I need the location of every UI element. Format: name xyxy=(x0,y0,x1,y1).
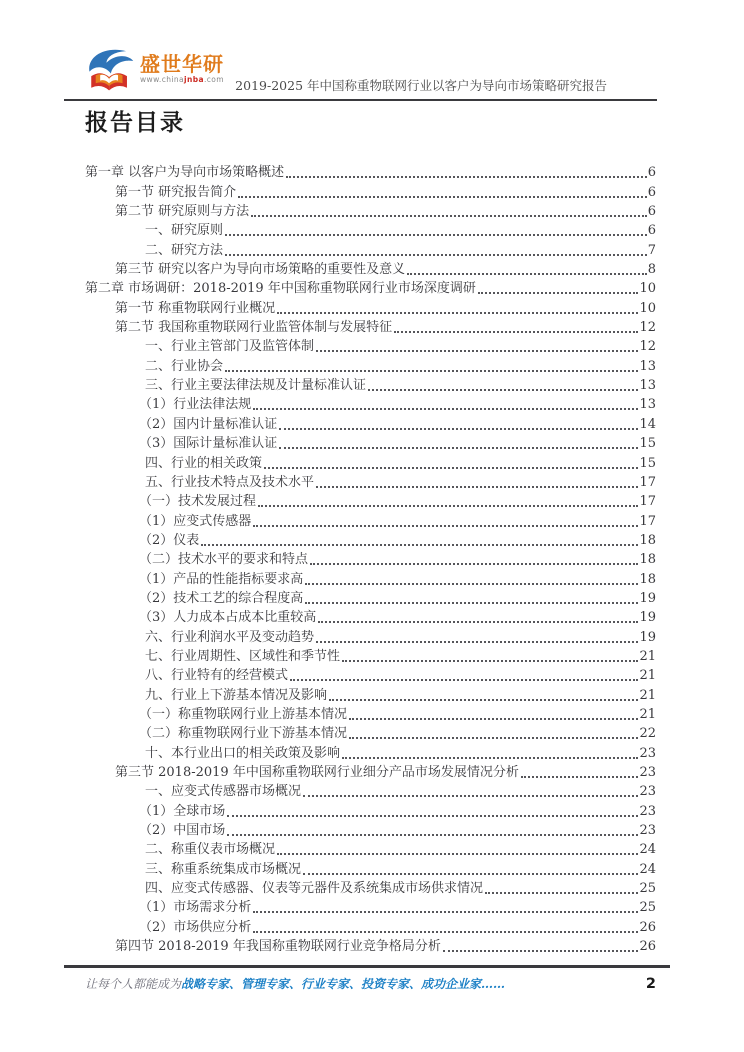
toc-dot-leader xyxy=(225,234,647,236)
toc-entry[interactable] xyxy=(85,530,656,549)
toc-entry[interactable] xyxy=(85,665,656,684)
toc-entry-label: （一）技术发展过程 xyxy=(139,494,257,510)
toc-entry-label: （2）仪表 xyxy=(139,532,200,548)
toc-entry[interactable] xyxy=(85,220,656,239)
toc-dot-leader xyxy=(253,525,638,527)
toc-dot-leader xyxy=(253,408,638,410)
toc-page-number: 21 xyxy=(639,668,656,684)
toc-entry-label: 第一节 研究报告简介 xyxy=(115,184,237,200)
toc-entry-label: （2）中国市场 xyxy=(139,823,226,839)
toc-entry-label: 第四节 2018-2019 年我国称重物联网行业竞争格局分析 xyxy=(115,939,441,955)
toc-entry-label: （2）国内计量标准认证 xyxy=(139,416,278,432)
toc-page-number: 6 xyxy=(647,184,656,200)
toc-entry[interactable] xyxy=(85,472,656,491)
toc-entry[interactable] xyxy=(85,162,656,181)
toc-dot-leader xyxy=(277,853,638,855)
toc-entry-label: 一、应变式传感器市场概况 xyxy=(145,784,302,800)
toc-entry[interactable] xyxy=(85,878,656,897)
footer-divider xyxy=(64,965,670,968)
toc-entry[interactable] xyxy=(85,858,656,877)
toc-entry-label: 八、行业特有的经营模式 xyxy=(145,668,289,684)
toc-entry-label: 三、称重系统集成市场概况 xyxy=(145,861,302,877)
toc-dot-leader xyxy=(485,892,638,894)
brand-text-block xyxy=(140,53,224,84)
toc-entry[interactable] xyxy=(85,394,656,413)
toc-entry-label: （2）市场供应分析 xyxy=(139,919,252,935)
toc-page-number: 23 xyxy=(639,784,656,800)
toc-entry-label: 第三节 2018-2019 年中国称重物联网行业细分产品市场发展情况分析 xyxy=(115,765,519,780)
toc-entry[interactable] xyxy=(85,181,656,200)
toc-page-number: 26 xyxy=(639,919,656,935)
toc-entry[interactable] xyxy=(85,297,656,316)
toc-entry-label: 九、行业上下游基本情况及影响 xyxy=(145,687,328,703)
toc-entry-label: 第三节 研究以客户为导向市场策略的重要性及意义 xyxy=(115,262,406,278)
toc-entry[interactable] xyxy=(85,201,656,220)
page-footer xyxy=(85,976,656,992)
toc-page-number: 23 xyxy=(639,823,656,839)
toc-entry[interactable] xyxy=(85,491,656,510)
toc-entry[interactable] xyxy=(85,433,656,452)
toc-entry[interactable] xyxy=(85,723,656,742)
toc-entry-label: （2）技术工艺的综合程度高 xyxy=(139,590,304,606)
toc-dot-leader xyxy=(394,331,638,333)
toc-entry[interactable] xyxy=(85,626,656,645)
toc-entry[interactable] xyxy=(85,278,656,297)
toc-entry-label: （二）技术水平的要求和特点 xyxy=(139,552,309,568)
toc-entry-label: （3）国际计量标准认证 xyxy=(139,436,278,452)
toc-entry-label: 一、研究原则 xyxy=(145,223,224,239)
toc-entry-label: 五、行业技术特点及技术水平 xyxy=(145,474,315,490)
toc-dot-leader xyxy=(277,312,638,314)
toc-page-number: 10 xyxy=(639,300,656,316)
toc-dot-leader xyxy=(305,583,638,585)
toc-page-number: 24 xyxy=(639,842,656,858)
toc-dot-leader xyxy=(342,660,638,662)
toc-dot-leader xyxy=(443,950,639,952)
page-header xyxy=(64,0,657,101)
footer-slogan-prefix: 让每个人都能成为 xyxy=(85,977,182,991)
toc-page-number: 19 xyxy=(639,610,656,626)
toc-page-number: 21 xyxy=(639,687,656,703)
brand-url-suffix: .com xyxy=(203,75,224,84)
toc-entry-label: 一、行业主管部门及监管体制 xyxy=(145,339,315,355)
report-title: 2019-2025 年中国称重物联网行业以客户为导向市场策略研究报告 xyxy=(235,78,607,93)
toc-dot-leader xyxy=(290,679,638,681)
toc-entry[interactable] xyxy=(85,839,656,858)
toc-entry-label: 第二节 研究原则与方法 xyxy=(115,204,250,220)
toc-dot-leader xyxy=(253,931,638,933)
book-swoosh-logo-icon xyxy=(85,44,135,94)
toc-entry[interactable] xyxy=(85,452,656,471)
toc-dot-leader xyxy=(279,447,638,449)
toc-entry[interactable] xyxy=(85,510,656,529)
toc-entry-label: 二、研究方法 xyxy=(145,242,224,258)
toc-dot-leader xyxy=(342,757,638,759)
toc-page-number: 24 xyxy=(639,861,656,877)
toc-dot-leader xyxy=(225,370,638,372)
toc-page-number: 18 xyxy=(639,571,656,587)
toc-dot-leader xyxy=(286,176,647,178)
toc-page-number: 6 xyxy=(647,223,656,239)
toc-entry[interactable] xyxy=(85,607,656,626)
toc-entry[interactable] xyxy=(85,549,656,568)
toc-entry-label: 第二节 我国称重物联网行业监管体制与发展特征 xyxy=(115,320,393,336)
toc-page-number: 17 xyxy=(639,474,656,490)
toc-entry[interactable] xyxy=(85,704,656,723)
toc-page-number: 21 xyxy=(639,648,656,664)
toc-dot-leader xyxy=(225,254,647,256)
toc-entry[interactable] xyxy=(85,259,656,278)
toc-page-number: 19 xyxy=(639,629,656,645)
toc-dot-leader xyxy=(258,505,638,507)
toc-entry-label: （1）全球市场 xyxy=(139,803,226,819)
toc-entry-label: 七、行业周期性、区域性和季节性 xyxy=(145,648,341,664)
brand-name: 盛世华研 xyxy=(140,52,224,76)
toc-entry-label: （3）人力成本占成本比重较高 xyxy=(139,610,317,626)
toc-entry[interactable] xyxy=(85,781,656,800)
toc-page-number: 17 xyxy=(639,494,656,510)
toc-dot-leader xyxy=(251,215,647,217)
toc-entry-label: 四、行业的相关政策 xyxy=(145,455,263,471)
toc-entry[interactable] xyxy=(85,355,656,374)
toc-page-number: 23 xyxy=(639,745,656,761)
toc-entry[interactable] xyxy=(85,588,656,607)
toc-dot-leader xyxy=(316,641,638,643)
toc-entry-label: 第一节 称重物联网行业概况 xyxy=(115,300,276,316)
toc-dot-leader xyxy=(316,486,638,488)
toc-entry-label: 三、行业主要法律法规及计量标准认证 xyxy=(145,378,367,394)
toc-entry[interactable] xyxy=(85,684,656,703)
toc-entry[interactable] xyxy=(85,375,656,394)
toc-entry[interactable] xyxy=(85,239,656,258)
toc-dot-leader xyxy=(238,196,647,198)
toc-page-number: 6 xyxy=(647,165,656,181)
toc-list xyxy=(85,162,656,955)
toc-entry-label: （一）称重物联网行业上游基本情况 xyxy=(139,706,348,722)
toc-entry[interactable] xyxy=(85,317,656,336)
toc-dot-leader xyxy=(310,563,638,565)
toc-page-number: 12 xyxy=(639,320,656,336)
toc-page-number: 13 xyxy=(639,378,656,394)
toc-entry[interactable] xyxy=(85,336,656,355)
toc-entry[interactable] xyxy=(85,646,656,665)
toc-page-number: 18 xyxy=(639,532,656,548)
toc-dot-leader xyxy=(521,776,639,778)
toc-page-number: 7 xyxy=(647,242,656,258)
toc-dot-leader xyxy=(201,544,638,546)
toc-dot-leader xyxy=(478,292,639,294)
toc-page-number: 14 xyxy=(639,416,656,432)
toc-page-number: 17 xyxy=(639,513,656,529)
toc-dot-leader xyxy=(279,428,638,430)
toc-entry[interactable] xyxy=(85,936,656,955)
toc-page-number: 13 xyxy=(639,397,656,413)
toc-dot-leader xyxy=(318,621,638,623)
toc-dot-leader xyxy=(227,834,638,836)
toc-entry-label: 第一章 以客户为导向市场策略概述 xyxy=(85,165,285,181)
toc-entry-label: 二、称重仪表市场概况 xyxy=(145,842,276,858)
toc-entry[interactable] xyxy=(85,413,656,432)
toc-dot-leader xyxy=(264,467,638,469)
toc-page-number: 21 xyxy=(639,706,656,722)
toc-dot-leader xyxy=(303,795,638,797)
toc-dot-leader xyxy=(329,699,638,701)
toc-entry-label: 十、本行业出口的相关政策及影响 xyxy=(145,745,341,761)
toc-entry-label: 六、行业利润水平及变动趋势 xyxy=(145,629,315,645)
toc-page-number: 13 xyxy=(639,358,656,374)
toc-entry-label: 第二章 市场调研：2018-2019 年中国称重物联网行业市场深度调研 xyxy=(85,281,476,297)
toc-dot-leader xyxy=(368,389,638,391)
toc-page-number: 23 xyxy=(639,803,656,819)
toc-dot-leader xyxy=(305,602,638,604)
toc-entry[interactable] xyxy=(85,916,656,935)
toc-dot-leader xyxy=(253,911,638,913)
toc-page-number: 19 xyxy=(639,590,656,606)
brand-url-prefix: www.china xyxy=(140,75,185,84)
toc-page-number: 12 xyxy=(639,339,656,355)
toc-entry-label: 二、行业协会 xyxy=(145,358,224,374)
toc-page-number: 10 xyxy=(639,281,656,297)
toc-entry[interactable] xyxy=(85,568,656,587)
toc-page-number: 15 xyxy=(639,436,656,452)
footer-slogan-highlight: 战略专家、管理专家、行业专家、投资专家、成功企业家…… xyxy=(181,977,506,991)
footer-page-number: 2 xyxy=(645,976,656,992)
toc-page-number: 15 xyxy=(639,455,656,471)
toc-page-number: 25 xyxy=(639,900,656,916)
company-logo xyxy=(85,44,224,94)
toc-dot-leader xyxy=(349,718,638,720)
toc-dot-leader xyxy=(303,873,638,875)
toc-page-number: 25 xyxy=(639,881,656,897)
toc-entry[interactable] xyxy=(85,742,656,761)
toc-entry-label: （1）应变式传感器 xyxy=(139,513,252,529)
toc-dot-leader xyxy=(407,273,647,275)
brand-url xyxy=(140,75,224,84)
toc-entry-label: （1）产品的性能指标要求高 xyxy=(139,571,304,587)
toc-dot-leader xyxy=(349,737,638,739)
toc-entry-label: （1）市场需求分析 xyxy=(139,900,252,916)
toc-dot-leader xyxy=(227,815,638,817)
brand-url-highlight: jnba xyxy=(184,75,204,84)
page-title: 报告目录 xyxy=(85,110,185,136)
toc-entry-label: （1）行业法律法规 xyxy=(139,397,252,413)
toc-dot-leader xyxy=(316,350,638,352)
toc-entry[interactable] xyxy=(85,820,656,839)
toc-page-number: 22 xyxy=(639,726,656,742)
toc-page-number: 23 xyxy=(639,765,656,780)
toc-entry[interactable] xyxy=(85,897,656,916)
toc-entry[interactable] xyxy=(85,762,656,781)
footer-slogan xyxy=(85,976,505,992)
toc-entry[interactable] xyxy=(85,800,656,819)
toc-page-number: 6 xyxy=(647,204,656,220)
toc-page-number: 18 xyxy=(639,552,656,568)
toc-entry-label: 四、应变式传感器、仪表等元器件及系统集成市场供求情况 xyxy=(145,881,484,897)
toc-entry-label: （二）称重物联网行业下游基本情况 xyxy=(139,726,348,742)
toc-page-number: 8 xyxy=(647,262,656,278)
toc-page-number: 26 xyxy=(639,939,656,955)
